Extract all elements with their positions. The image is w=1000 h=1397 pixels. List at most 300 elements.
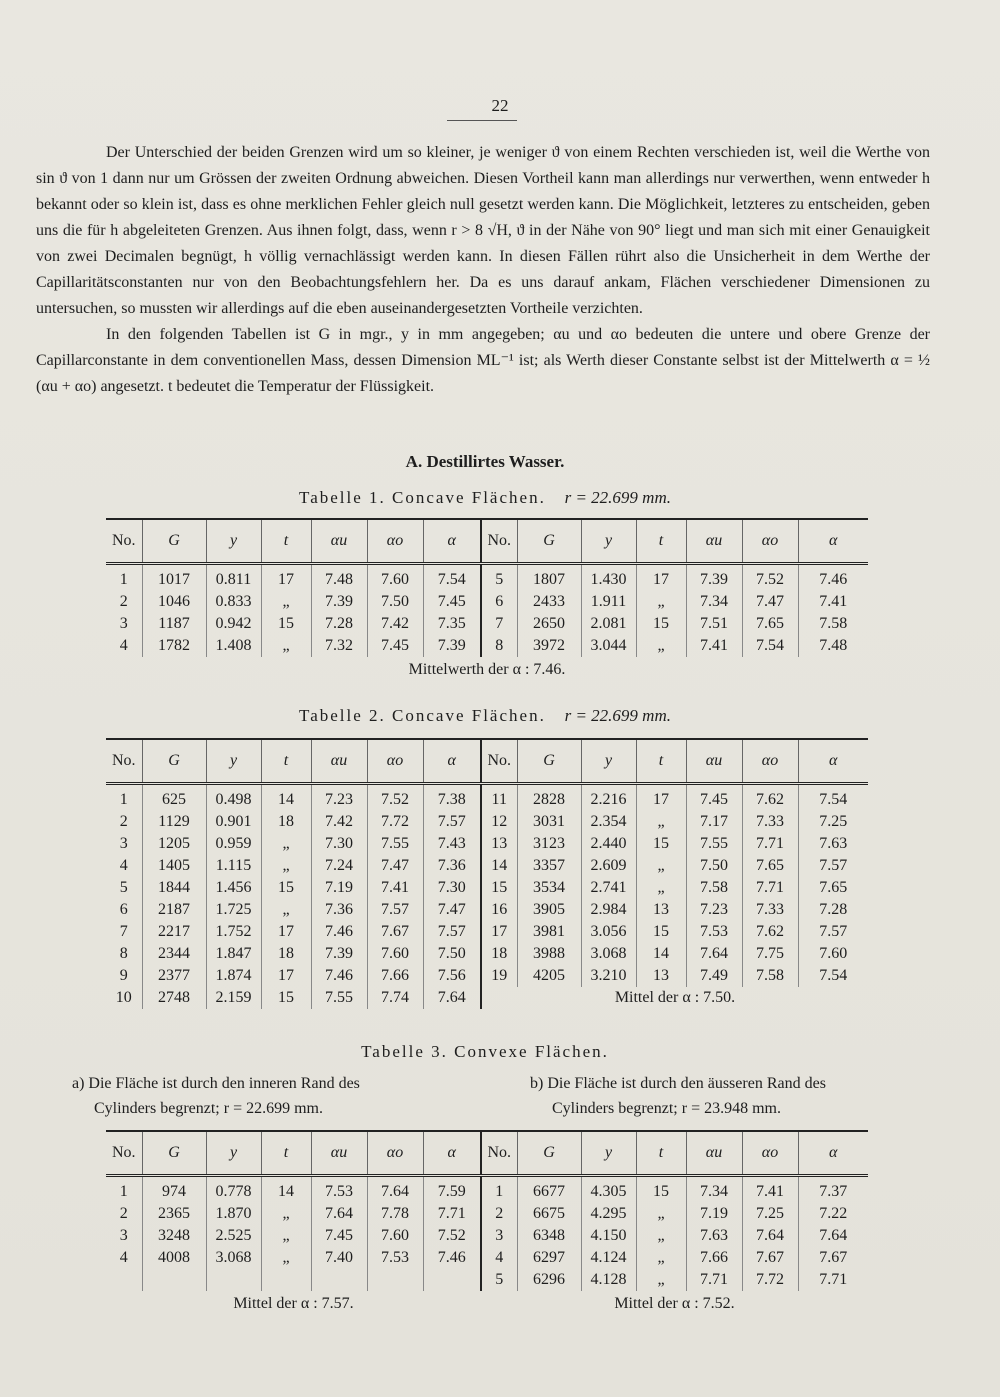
table-row (106, 811, 868, 833)
table3-header-cell: αo (367, 1131, 423, 1176)
table-cell: 7.50 (686, 855, 742, 877)
table-row (106, 591, 868, 613)
table-cell: 2.741 (581, 877, 636, 899)
table-cell: 7.54 (819, 791, 848, 808)
table-cell: 7.64 (423, 987, 481, 1009)
table-cell: 14 (636, 943, 686, 965)
table-cell: 2 (106, 591, 142, 613)
table-cell: 17 (261, 564, 311, 592)
table-cell: 7.28 (311, 613, 367, 635)
table-cell: „ (261, 635, 311, 657)
table-cell: 2.081 (581, 613, 636, 635)
table-cell: 5 (481, 1269, 517, 1291)
table-cell: 7.59 (423, 1176, 481, 1204)
table3-header-cell: G (517, 1131, 581, 1176)
table-cell: 2650 (517, 613, 581, 635)
table-cell: 7.54 (742, 635, 798, 657)
table-cell: 974 (142, 1176, 206, 1204)
table1-header-cell: αo (367, 519, 423, 564)
table-cell: 9 (106, 965, 142, 987)
table-cell: 7.57 (423, 921, 481, 943)
table-cell: 2.216 (581, 784, 636, 812)
table-cell: 4 (106, 635, 142, 657)
table-cell: 4008 (142, 1247, 206, 1269)
table-cell: 18 (481, 943, 517, 965)
table-cell: 13 (636, 965, 686, 987)
table-cell: 8 (106, 943, 142, 965)
table2-caption-text: Tabelle 2. Concave Flächen. (299, 706, 546, 725)
table-cell: 0.959 (206, 833, 261, 855)
table-cell: 7.45 (367, 635, 423, 657)
table-cell: 7.62 (742, 784, 798, 812)
table-cell: 3248 (142, 1225, 206, 1247)
table-cell: 7.50 (423, 943, 481, 965)
table-row (106, 899, 868, 921)
table-cell: „ (261, 1203, 311, 1225)
table-row (106, 833, 868, 855)
table-cell: 7.45 (686, 784, 742, 812)
table-row (106, 1225, 868, 1247)
table2-header-cell: No. (481, 739, 517, 784)
table-cell: 4205 (517, 965, 581, 987)
table-cell: 7.47 (742, 591, 798, 613)
table-cell: 7.62 (742, 921, 798, 943)
table-cell: 2.354 (581, 811, 636, 833)
table-cell: 7.41 (819, 593, 848, 610)
table-cell: 7.39 (686, 564, 742, 592)
table3-header-cell: y (581, 1131, 636, 1176)
table-cell: 1.115 (206, 855, 261, 877)
table-cell: 7.66 (686, 1247, 742, 1269)
table-cell: 2.984 (581, 899, 636, 921)
table-cell: 7.52 (742, 564, 798, 592)
table-cell (261, 1269, 311, 1291)
table-cell: 1187 (142, 613, 206, 635)
table-cell: 0.833 (206, 591, 261, 613)
body-text (36, 140, 930, 400)
table-cell: 15 (261, 613, 311, 635)
table-cell: 7.34 (686, 1176, 742, 1204)
table-cell: 1129 (142, 811, 206, 833)
table-cell: 7.48 (819, 637, 848, 654)
table-cell: 7.43 (423, 833, 481, 855)
table-cell: 3534 (517, 877, 581, 899)
table-cell: 7.66 (367, 965, 423, 987)
table-cell: 7.17 (686, 811, 742, 833)
table-cell: 7.36 (423, 855, 481, 877)
table-row (106, 1269, 868, 1291)
table-cell: 3.056 (581, 921, 636, 943)
table-cell: 7 (106, 921, 142, 943)
table-cell: 7.42 (367, 613, 423, 635)
table-cell: 1782 (142, 635, 206, 657)
table-cell: 12 (481, 811, 517, 833)
table-cell: 5 (106, 877, 142, 899)
table-cell: 17 (261, 921, 311, 943)
table-cell: 15 (261, 987, 311, 1009)
table3-header-cell: y (206, 1131, 261, 1176)
table-cell: 2748 (142, 987, 206, 1009)
table-cell: 7.34 (686, 591, 742, 613)
table-cell: 5 (481, 564, 517, 592)
table-row (106, 635, 868, 657)
table2-header-row (106, 739, 868, 784)
table-cell: 7.53 (686, 921, 742, 943)
table-cell: 17 (261, 965, 311, 987)
table3-header-cell: α (798, 1131, 868, 1176)
table-cell: „ (636, 855, 686, 877)
table2-header-cell: α (423, 739, 481, 784)
table-row (106, 1176, 868, 1204)
table1-header-row (106, 519, 868, 564)
table-cell: 6 (106, 899, 142, 921)
table-cell: 1.725 (206, 899, 261, 921)
table3-subcaption-a (72, 1071, 360, 1121)
table3-sub-b-line1: b) Die Fläche ist durch den äusseren Rand des (530, 1075, 826, 1092)
table1-header-cell: G (517, 519, 581, 564)
table-cell: 1405 (142, 855, 206, 877)
table-cell: 7.38 (423, 784, 481, 812)
table2-header-cell: t (636, 739, 686, 784)
table-cell: 4.305 (581, 1176, 636, 1204)
table-cell: 15 (481, 877, 517, 899)
table-cell: 7.58 (819, 615, 848, 632)
table-cell: „ (636, 635, 686, 657)
table-cell: 18 (261, 811, 311, 833)
paragraph-2: In den folgenden Tabellen ist G in mgr., y in mm angegeben; αu und αo bedeuten die untere und obere Grenze der Capillarconstante in dem conventionellen Mass, dessen Dimension ML⁻¹ ist; als Werth dieser Constante selbst ist der Mittelwerth α = ½ (αu + αo) angesetzt. t bedeutet die Temperatur der Flüssigkeit. (36, 326, 930, 395)
table-cell: 7.74 (367, 987, 423, 1009)
table-row (106, 921, 868, 943)
table-cell: 7.36 (311, 899, 367, 921)
table-cell: 2 (106, 1203, 142, 1225)
table-cell: 1.870 (206, 1203, 261, 1225)
table-cell: 2.159 (206, 987, 261, 1009)
table3-caption: Tabelle 3. Convexe Flächen. (361, 1042, 609, 1061)
table-cell: 7.64 (819, 1227, 848, 1244)
table3-header-cell: No. (106, 1131, 142, 1176)
table1-header-cell: y (206, 519, 261, 564)
table-cell: 7.71 (742, 833, 798, 855)
page-number: 22 (491, 96, 509, 115)
table1-header-cell: t (261, 519, 311, 564)
table-cell: 17 (636, 564, 686, 592)
table1-header-cell: α (423, 519, 481, 564)
table2-summary: Mittel der α : 7.50. (614, 989, 736, 1006)
table-cell: 2365 (142, 1203, 206, 1225)
table-cell: 7.75 (742, 943, 798, 965)
table-cell: 7.67 (819, 1249, 848, 1266)
table-cell: 2217 (142, 921, 206, 943)
table3-header-cell: α (423, 1131, 481, 1176)
table-cell: 2828 (517, 784, 581, 812)
table-cell: 7.54 (819, 967, 848, 984)
table3-sub-a-line2: Cylinders begrenzt; r = 22.699 mm. (94, 1100, 323, 1117)
table-cell: 1 (106, 564, 142, 592)
table-cell: 4.128 (581, 1269, 636, 1291)
table-cell (106, 1269, 142, 1291)
table-cell: „ (261, 1247, 311, 1269)
table-cell: 7.46 (311, 921, 367, 943)
table-cell: 7.46 (819, 571, 848, 588)
table-cell: 7.46 (311, 965, 367, 987)
table-cell: 14 (261, 1176, 311, 1204)
table-cell: 2 (106, 811, 142, 833)
table-cell: 3981 (517, 921, 581, 943)
table-cell: „ (261, 833, 311, 855)
table2 (106, 738, 868, 1009)
table-cell: 1.408 (206, 635, 261, 657)
table3-summary-b: Mittel der α : 7.52. (614, 1295, 735, 1312)
table-cell: 3 (106, 1225, 142, 1247)
table-cell: 7.54 (423, 564, 481, 592)
table-cell: 7.52 (367, 784, 423, 812)
table-cell: 6297 (517, 1247, 581, 1269)
table-cell: 3988 (517, 943, 581, 965)
table-cell: 7.52 (423, 1225, 481, 1247)
table-cell: 7.41 (686, 635, 742, 657)
table-cell: 0.811 (206, 564, 261, 592)
table-cell: 16 (481, 899, 517, 921)
table-cell: 7 (481, 613, 517, 635)
table-cell: 4.124 (581, 1247, 636, 1269)
table-cell: 7.35 (423, 613, 481, 635)
table-cell: „ (636, 1203, 686, 1225)
table1-caption-text: Tabelle 1. Concave Flächen. (299, 488, 546, 507)
table-cell: 7.19 (311, 877, 367, 899)
table-row (106, 1203, 868, 1225)
table-cell: 7.41 (742, 1176, 798, 1204)
table-cell: 15 (636, 833, 686, 855)
table-cell: 7.33 (742, 811, 798, 833)
table2-header-cell: αo (367, 739, 423, 784)
table-cell: 2 (481, 1203, 517, 1225)
table2-header-cell: y (206, 739, 261, 784)
table-cell: 1807 (517, 564, 581, 592)
table-cell: 7.64 (311, 1203, 367, 1225)
table-cell: 7.71 (742, 877, 798, 899)
table-cell: 1.874 (206, 965, 261, 987)
page-number-rule (447, 120, 517, 121)
table-cell: 7.49 (686, 965, 742, 987)
table-cell: 7.40 (311, 1247, 367, 1269)
table-cell: 7.64 (367, 1176, 423, 1204)
table-cell: 625 (142, 784, 206, 812)
table-cell: 6675 (517, 1203, 581, 1225)
table-cell: 7.45 (423, 591, 481, 613)
table-cell (367, 1269, 423, 1291)
table1-header-cell: αu (686, 519, 742, 564)
table3-header-cell: No. (481, 1131, 517, 1176)
table-row (106, 987, 868, 1009)
table-cell: 6296 (517, 1269, 581, 1291)
table-cell: 7.58 (686, 877, 742, 899)
table-cell: 2.525 (206, 1225, 261, 1247)
table-cell: 7.51 (686, 613, 742, 635)
table2-radius: r = 22.699 mm. (564, 706, 671, 725)
table-cell: 17 (481, 921, 517, 943)
table-cell: 7.47 (423, 899, 481, 921)
table-cell: 1 (106, 784, 142, 812)
table1-header-cell: αo (742, 519, 798, 564)
table-cell: „ (261, 591, 311, 613)
table-cell (142, 1269, 206, 1291)
table3-header-cell: αo (742, 1131, 798, 1176)
table-cell: 7.65 (742, 855, 798, 877)
table-cell: 1 (481, 1176, 517, 1204)
table-cell: 7.71 (423, 1203, 481, 1225)
table-cell: „ (261, 1225, 311, 1247)
table-cell: 3.068 (206, 1247, 261, 1269)
table-cell (311, 1269, 367, 1291)
table1-summary-row (106, 657, 868, 683)
table-row (106, 855, 868, 877)
table-cell: 2433 (517, 591, 581, 613)
table-cell: 7.30 (423, 877, 481, 899)
table-cell: 7.53 (367, 1247, 423, 1269)
paragraph-1: Der Unterschied der beiden Grenzen wird um so kleiner, je weniger ϑ von einem Rechten verschieden ist, weil die Werthe von sin ϑ von 1 dann nur um Grössen der zweiten Ordnung abweichen. Diesen Vortheil kann man allerdings nur verwerthen, wenn entweder h bekannt oder so klein ist, dass es ohne merklichen Fehler gleich null gesetzt werden kann. Die Möglichkeit, letzteres zu entscheiden, geben uns die für h abgeleiteten Grenzen. Aus ihnen folgt, dass, wenn r > 8 √H, ϑ in der Nähe von 90° liegt und man sich mit einer Genauigkeit von zwei Decimalen begnügt, h völlig vernachlässigt werden kann. In diesen Fällen rührt also die Unsicherheit in dem Werthe der Capillaritätsconstanten nur von den Beobachtungsfehlern her. Da es uns darauf ankam, Flächen verschiedener Dimensionen zu untersuchen, so mussten wir allerdings auf die eben auseinandergesetzten Vortheile verzichten. (36, 144, 930, 317)
table-cell: 7.64 (742, 1225, 798, 1247)
table-cell: 1017 (142, 564, 206, 592)
table2-header-cell: No. (106, 739, 142, 784)
table-cell: 3972 (517, 635, 581, 657)
table-cell: 7.57 (367, 899, 423, 921)
table-cell: 7.33 (742, 899, 798, 921)
table-row (106, 965, 868, 987)
table-cell: „ (261, 855, 311, 877)
table2-header-cell: y (581, 739, 636, 784)
table-row (106, 943, 868, 965)
table2-header-cell: αu (686, 739, 742, 784)
table2-header-cell: α (798, 739, 868, 784)
table-cell: 7.60 (819, 945, 848, 962)
table-cell: 15 (261, 877, 311, 899)
table-cell: „ (636, 1247, 686, 1269)
table3-header-cell: t (636, 1131, 686, 1176)
table-cell: 15 (636, 921, 686, 943)
table1-header-cell: αu (311, 519, 367, 564)
table-cell: 7.78 (367, 1203, 423, 1225)
table-cell: 7.39 (311, 943, 367, 965)
table2-header-cell: G (517, 739, 581, 784)
table-cell: 7.39 (423, 635, 481, 657)
table1-caption (0, 488, 970, 508)
table-cell: 3031 (517, 811, 581, 833)
table3-sub-a-line1: a) Die Fläche ist durch den inneren Rand des (72, 1075, 360, 1092)
table1-header-cell: t (636, 519, 686, 564)
table-cell: 1.847 (206, 943, 261, 965)
table-cell: 7.65 (819, 879, 848, 896)
table-cell: „ (636, 811, 686, 833)
table3-summary-row (106, 1291, 868, 1317)
section-title: A. Destillirtes Wasser. (405, 452, 565, 471)
table-cell: 3 (106, 833, 142, 855)
table1-header-cell: y (581, 519, 636, 564)
table-cell: „ (261, 899, 311, 921)
table-cell: 1 (106, 1176, 142, 1204)
table-cell: 7.25 (819, 813, 848, 830)
table-cell: „ (636, 1269, 686, 1291)
table2-header-cell: G (142, 739, 206, 784)
table2-header-cell: t (261, 739, 311, 784)
table-cell: 7.63 (686, 1225, 742, 1247)
table-cell: 4 (481, 1247, 517, 1269)
table-cell: „ (636, 877, 686, 899)
table-row (106, 784, 868, 812)
table-cell: 7.22 (819, 1205, 848, 1222)
table-cell: 3 (481, 1225, 517, 1247)
table3-header-row (106, 1131, 868, 1176)
table3-header-cell: αu (686, 1131, 742, 1176)
table-row (106, 877, 868, 899)
table-cell: 7.23 (311, 784, 367, 812)
table-cell: 0.942 (206, 613, 261, 635)
table-cell: 7.57 (423, 811, 481, 833)
table3-header-cell: αu (311, 1131, 367, 1176)
table-cell (206, 1269, 261, 1291)
table-cell: 8 (481, 635, 517, 657)
table-cell: 7.28 (819, 901, 848, 918)
table-cell: 7.19 (686, 1203, 742, 1225)
table-cell: 2187 (142, 899, 206, 921)
table-cell: 7.30 (311, 833, 367, 855)
table-cell: 7.47 (367, 855, 423, 877)
table1-header-cell: No. (106, 519, 142, 564)
table-cell: 0.901 (206, 811, 261, 833)
table-cell: 7.57 (819, 923, 848, 940)
table-cell: 7.55 (367, 833, 423, 855)
table-cell: 7.56 (423, 965, 481, 987)
table-cell: 2.609 (581, 855, 636, 877)
table-cell: 3.068 (581, 943, 636, 965)
table-cell: 7.50 (367, 591, 423, 613)
table-cell: 0.498 (206, 784, 261, 812)
table-cell: 7.46 (423, 1247, 481, 1269)
table-row (106, 613, 868, 635)
table-cell: 13 (481, 833, 517, 855)
table-cell: 3357 (517, 855, 581, 877)
table1 (106, 518, 868, 683)
table-cell: 7.25 (742, 1203, 798, 1225)
table-cell: 1.911 (581, 591, 636, 613)
table-cell: 13 (636, 899, 686, 921)
table-cell: 1046 (142, 591, 206, 613)
table-cell: 15 (636, 613, 686, 635)
table-cell: 7.72 (367, 811, 423, 833)
table1-header-cell: G (142, 519, 206, 564)
table-row (106, 564, 868, 592)
table-cell: 10 (106, 987, 142, 1009)
table-cell: 7.60 (367, 943, 423, 965)
table-cell: 6348 (517, 1225, 581, 1247)
table-cell: 7.37 (819, 1183, 848, 1200)
table-cell: 3 (106, 613, 142, 635)
table-cell: 19 (481, 965, 517, 987)
table-cell: 1.752 (206, 921, 261, 943)
table-cell: 6677 (517, 1176, 581, 1204)
table3-subcaption-b (530, 1071, 826, 1121)
table3-summary-a: Mittel der α : 7.57. (233, 1295, 354, 1312)
table-cell: 2.440 (581, 833, 636, 855)
table-cell: „ (636, 591, 686, 613)
table-cell: 15 (636, 1176, 686, 1204)
table2-header-cell: αu (311, 739, 367, 784)
table-cell: 3.044 (581, 635, 636, 657)
table-cell: 3905 (517, 899, 581, 921)
table-cell: 18 (261, 943, 311, 965)
table-cell: 7.67 (367, 921, 423, 943)
table-cell: 7.71 (819, 1271, 848, 1288)
table-cell: 1.430 (581, 564, 636, 592)
